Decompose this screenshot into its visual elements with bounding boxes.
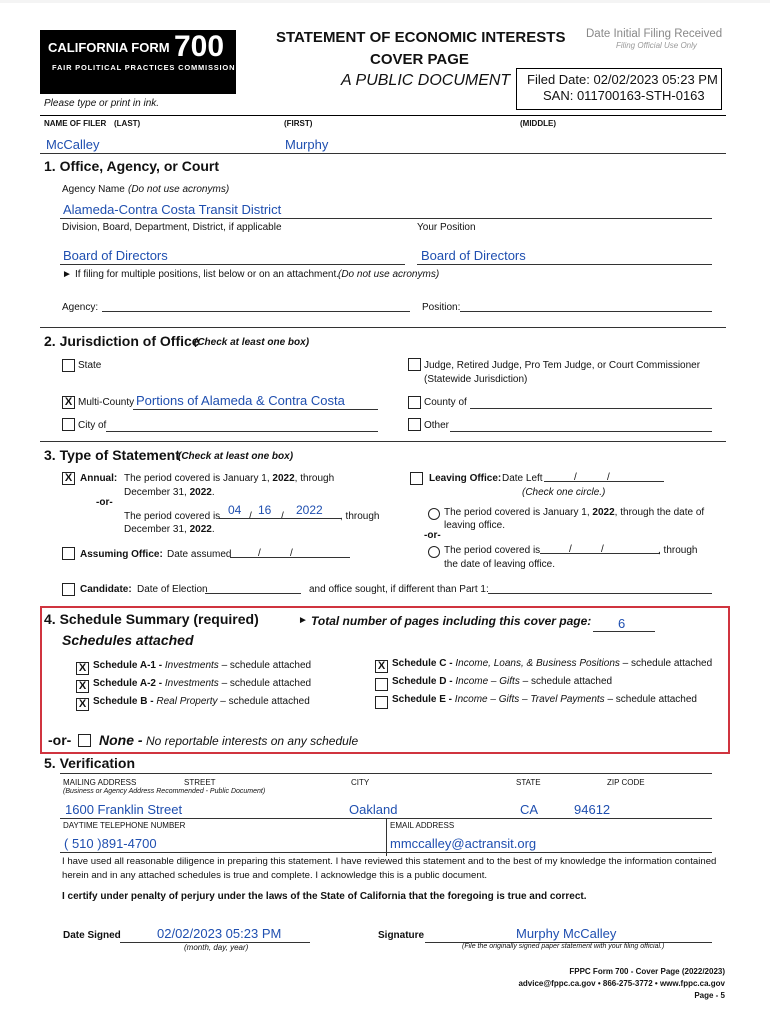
assuming-checkbox[interactable] [62, 547, 75, 560]
title-line1: STATEMENT OF ECONOMIC INTERESTS [276, 29, 566, 46]
schedule-desc: Income – Gifts [455, 676, 520, 687]
schedule-suffix: – schedule attached [218, 660, 312, 671]
street-field[interactable]: 1600 Franklin Street [65, 802, 183, 817]
mailing-address-label: MAILING ADDRESS [63, 778, 137, 787]
city-label-5: CITY [351, 778, 370, 787]
leaving-option1-radio[interactable] [428, 508, 440, 520]
section2-note: (Check at least one box) [194, 337, 310, 348]
zip-field[interactable]: 94612 [574, 802, 611, 817]
total-pages-field[interactable]: 6 [618, 616, 626, 631]
city-label: City of [78, 420, 107, 431]
your-position-label: Your Position [417, 222, 476, 233]
election-date-field[interactable] [205, 593, 301, 594]
period-covered-text: The period covered is [124, 511, 221, 522]
diligence-text2: herein and in any attached schedules is true and complete. I acknowledge this is a public document. [62, 870, 488, 881]
multi-county-label: Multi-County [78, 397, 135, 408]
sched-right-label-2 [392, 694, 697, 705]
zip-label: ZIP CODE [607, 778, 645, 787]
other-field[interactable] [450, 431, 712, 432]
period-day[interactable]: 16 [258, 503, 272, 517]
schedule-desc: Investments [164, 660, 219, 671]
judge-label: Judge, Retired Judge, Pro Tem Judge, or Court Commissioner [424, 360, 701, 371]
sched-left-label-1 [93, 678, 311, 689]
state-field-5[interactable]: CA [520, 802, 539, 817]
slash2: / [281, 511, 284, 522]
agency-name-label: Agency Name [62, 184, 125, 195]
leaving-opt1b: , through the date of [614, 507, 705, 518]
phone-label: DAYTIME TELEPHONE NUMBER [63, 821, 186, 830]
agency-underline [60, 218, 712, 219]
footer-page-number: Page - 5 [694, 991, 725, 1000]
candidate-text: Date of Election [137, 584, 208, 595]
sched-right-checkbox-2[interactable] [375, 696, 388, 709]
section5-title: 5. Verification [44, 755, 136, 771]
schedule-name: Schedule E - [392, 694, 453, 705]
multiple-positions-note: If filing for multiple positions, list below or on an attachment. [75, 269, 340, 280]
annual-dec31: December 31, [124, 487, 187, 498]
assuming-label: Assuming Office: [80, 549, 163, 560]
leaving-opt2c: the date of leaving office. [444, 559, 556, 570]
leaving-opt2b: , through [658, 545, 698, 556]
period-dec31: December 31, 2022. [124, 524, 215, 535]
state-checkbox[interactable] [62, 359, 75, 372]
sched-left-label-0 [93, 660, 311, 671]
phone-email-divider [386, 818, 387, 856]
section5-top-line [60, 773, 712, 774]
leaving-label: Leaving Office: [429, 473, 502, 484]
state-label-5: STATE [516, 778, 541, 787]
annual-year: 2022 [272, 473, 295, 484]
schedules-attached-label: Schedules attached [62, 632, 194, 648]
official-use-label: Filing Official Use Only [616, 41, 697, 50]
middle-label: (MIDDLE) [520, 119, 556, 128]
multi-county-underline [133, 409, 378, 410]
period-dec31-text: December 31, [124, 524, 187, 535]
total-pages-underline [593, 631, 655, 632]
period-through: , through [340, 511, 380, 522]
phone-underline [60, 852, 712, 853]
leaving-opt1-year: 2022 [592, 507, 615, 518]
leaving-opt2-slash1: / [569, 544, 572, 555]
check-one-note: (Check one circle.) [522, 487, 606, 498]
judge-label2: (Statewide Jurisdiction) [424, 374, 528, 385]
leaving-opt1a: The period covered is January 1, [444, 507, 590, 518]
multi-county-field[interactable]: Portions of Alameda & Contra Costa [136, 393, 345, 408]
schedule-suffix: – schedule attached [519, 676, 613, 687]
agency2-field[interactable] [102, 311, 410, 312]
schedule-suffix: – schedule attached [619, 658, 713, 669]
period-underline [219, 518, 341, 519]
position2-field[interactable] [460, 311, 712, 312]
candidate-text2: and office sought, if different than Part 1: [309, 584, 489, 595]
annual-or: -or- [96, 497, 113, 508]
period-month[interactable]: 04 [228, 503, 242, 517]
sched-right-checkbox-0[interactable]: X [375, 660, 388, 673]
schedule-desc: Investments [164, 678, 219, 689]
state-label: State [78, 360, 102, 371]
date-signed-label: Date Signed [63, 930, 121, 941]
form-header-block [40, 30, 236, 94]
leaving-checkbox[interactable] [410, 472, 423, 485]
header-divider [40, 115, 726, 116]
signature-note: (File the originally signed paper statement with your filing official.) [462, 943, 665, 950]
section3-title: 3. Type of Statement [44, 447, 180, 463]
email-label: EMAIL ADDRESS [390, 821, 455, 830]
section2-title: 2. Jurisdiction of Office [44, 333, 200, 349]
sched-right-label-0 [392, 658, 712, 669]
agency2-label: Agency: [62, 302, 99, 313]
signature-field[interactable]: Murphy McCalley [516, 926, 617, 941]
division-field[interactable]: Board of Directors [63, 248, 168, 263]
none-label: None - [99, 732, 143, 748]
assuming-slash1: / [258, 548, 261, 559]
leaving-or: -or- [424, 530, 441, 541]
schedule-name: Schedule A-2 - [93, 678, 163, 689]
commission-name: FAIR POLITICAL PRACTICES COMMISSION [52, 63, 236, 72]
last-label: (LAST) [114, 119, 141, 128]
county-field[interactable] [470, 408, 712, 409]
street-label: STREET [184, 778, 216, 787]
none-checkbox[interactable] [78, 734, 91, 747]
candidate-checkbox[interactable] [62, 583, 75, 596]
leaving-opt1c: leaving office. [444, 520, 505, 531]
date-received-label: Date Initial Filing Received [586, 28, 723, 40]
sched-left-checkbox-1[interactable]: X [76, 680, 89, 693]
leaving-opt2-slash2: / [601, 544, 604, 555]
county-label: County of [424, 397, 467, 408]
filed-stamp-box [516, 68, 722, 110]
filer-last-name[interactable]: McCalley [46, 137, 100, 152]
leaving-opt1-text [444, 507, 704, 518]
slash1: / [249, 511, 252, 522]
sched-right-label-1 [392, 676, 612, 687]
none-or: -or- [48, 732, 72, 748]
form-number: 700 [174, 30, 225, 63]
date-signed-field[interactable]: 02/02/2023 05:23 PM [157, 926, 282, 941]
arrow-icon: ► [62, 269, 72, 280]
section1-divider [40, 327, 726, 328]
leaving-slash1: / [574, 472, 577, 483]
sched-left-checkbox-2[interactable]: X [76, 698, 89, 711]
multiple-positions-italic: (Do not use acronyms) [338, 269, 440, 280]
leaving-option2-radio[interactable] [428, 546, 440, 558]
annual-checkbox[interactable]: X [62, 472, 75, 485]
email-field[interactable]: mmccalley@actransit.org [390, 836, 537, 851]
annual-dec31-year: 2022 [189, 487, 212, 498]
county-checkbox[interactable] [408, 396, 421, 409]
schedule-desc: Income, Loans, & Business Positions [455, 658, 620, 669]
annual-text2: , through [294, 473, 335, 484]
schedule-suffix: – schedule attached [604, 694, 697, 705]
diligence-text1: I have used all reasonable diligence in preparing this statement. I have reviewed this statement and to the best of my knowledge the information contained [62, 856, 717, 867]
name-of-filer-label: NAME OF FILER [44, 119, 107, 128]
leaving-opt2a: The period covered is [444, 545, 541, 556]
leaving-date-field[interactable] [544, 481, 664, 482]
type-or-print-note: Please type or print in ink. [44, 98, 160, 109]
agency-name-note: (Do not use acronyms) [128, 184, 230, 195]
division-underline [60, 264, 405, 265]
candidate-label: Candidate: [80, 584, 132, 595]
schedule-desc: Income – Gifts – Travel Payments [454, 694, 605, 705]
leaving-slash2: / [607, 472, 610, 483]
certify-text: I certify under penalty of perjury under the laws of the State of California that the foregoing is true and correct. [62, 891, 587, 902]
leaving-opt2-date[interactable] [540, 553, 660, 554]
sched-left-checkbox-0[interactable]: X [76, 662, 89, 675]
schedule-suffix: – schedule attached [218, 678, 312, 689]
other-checkbox[interactable] [408, 418, 421, 431]
judge-checkbox[interactable] [408, 358, 421, 371]
city-field[interactable] [106, 431, 378, 432]
name-underline [40, 153, 726, 154]
total-pages-label: Total number of pages including this cover page: [311, 614, 592, 628]
title-line2: COVER PAGE [370, 51, 469, 68]
sched-left-label-2 [93, 696, 310, 707]
filed-date: Filed Date: 02/02/2023 05:23 PM [527, 72, 718, 87]
assuming-slash2: / [290, 548, 293, 559]
phone-field[interactable]: ( 510 )891-4700 [64, 836, 157, 851]
form-name: CALIFORNIA FORM [48, 40, 170, 55]
annual-text1 [124, 473, 334, 484]
multi-county-checkbox[interactable]: X [62, 396, 75, 409]
address-note: (Business or Agency Address Recommended - Public Document) [63, 788, 266, 795]
period-year[interactable]: 2022 [296, 503, 323, 517]
section2-divider [40, 441, 726, 442]
schedule-name: Schedule C - [392, 658, 453, 669]
first-label: (FIRST) [284, 119, 313, 128]
annual-text3: December 31, 2022. [124, 487, 215, 498]
agency-name-field[interactable]: Alameda-Contra Costa Transit District [63, 202, 282, 217]
total-arrow-icon: ► [298, 615, 308, 626]
schedule-name: Schedule D - [392, 676, 453, 687]
san-number: SAN: 011700163-STH-0163 [543, 88, 705, 103]
top-edge [0, 0, 770, 3]
office-sought-field[interactable] [488, 593, 712, 594]
annual-label: Annual: [80, 473, 118, 484]
position-underline [417, 264, 712, 265]
division-label: Division, Board, Department, District, if applicable [62, 222, 282, 233]
none-text: No reportable interests on any schedule [146, 734, 359, 748]
section3-note: (Check at least one box) [178, 451, 294, 462]
position-field[interactable]: Board of Directors [421, 248, 526, 263]
filer-first-name[interactable]: Murphy [285, 137, 329, 152]
leaving-text: Date Left [502, 473, 543, 484]
phone-number: 891-4700 [101, 836, 157, 851]
schedule-desc: Real Property [156, 696, 218, 707]
assuming-text: Date assumed [167, 549, 232, 560]
title-line3: A PUBLIC DOCUMENT [341, 72, 511, 89]
schedule-name: Schedule A-1 - [93, 660, 163, 671]
schedule-name: Schedule B - [93, 696, 154, 707]
date-format-note: (month, day, year) [184, 943, 249, 952]
city-field-5[interactable]: Oakland [349, 802, 398, 817]
annual-text1a: The period covered is January 1, [124, 473, 270, 484]
other-label: Other [424, 420, 450, 431]
sched-right-checkbox-1[interactable] [375, 678, 388, 691]
section4-title: 4. Schedule Summary (required) [44, 611, 259, 627]
period-dec31-year: 2022 [189, 524, 212, 535]
schedule-suffix: – schedule attached [217, 696, 310, 707]
footer-contact-line: advice@fppc.ca.gov • 866-275-3772 • www.fppc.ca.gov [518, 979, 725, 988]
city-checkbox[interactable] [62, 418, 75, 431]
phone-area: 510 [71, 836, 94, 851]
section1-title: 1. Office, Agency, or Court [44, 158, 220, 174]
position2-label: Position: [422, 302, 461, 313]
signature-label: Signature [378, 930, 425, 941]
footer-form-line: FPPC Form 700 - Cover Page (2022/2023) [569, 967, 725, 976]
